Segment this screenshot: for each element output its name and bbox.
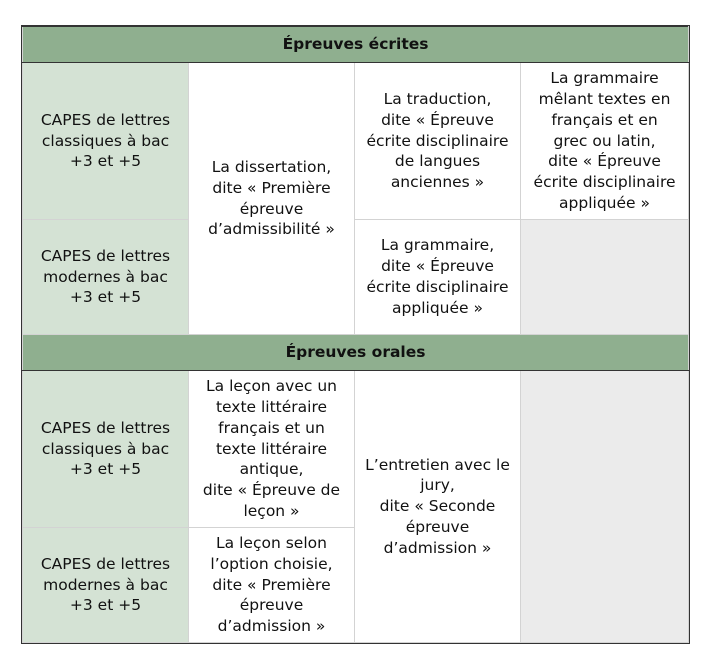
oral-lecon-classiques-cell: La leçon avec un texte littéraire français et un texte littéraire antique, dite « Épreuve de leçon » — [189, 371, 355, 528]
written-modernes-label: CAPES de lettres modernes à bac +3 et +5 — [23, 220, 189, 335]
written-classiques-label: CAPES de lettres classiques à bac +3 et +5 — [23, 63, 189, 220]
written-section-title: Épreuves écrites — [23, 27, 689, 63]
written-grammaire-modernes-cell: La grammaire, dite « Épreuve écrite disciplinaire appliquée » — [355, 220, 521, 335]
exam-table — [22, 26, 689, 643]
oral-section-title: Épreuves orales — [23, 335, 689, 371]
written-classiques-row — [23, 63, 689, 220]
oral-entretien-cell: L’entretien avec le jury, dite « Seconde épreuve d’admission » — [355, 371, 521, 643]
oral-classiques-row — [23, 371, 689, 528]
oral-lecon-modernes-cell: La leçon selon l’option choisie, dite « Première épreuve d’admission » — [189, 528, 355, 643]
oral-section-header-row — [23, 335, 689, 371]
written-grammaire-classiques-cell: La grammaire mêlant textes en français et en grec ou latin, dite « Épreuve écrite disciplinaire appliquée » — [521, 63, 689, 220]
oral-empty-cell — [521, 371, 689, 643]
written-traduction-cell: La traduction, dite « Épreuve écrite disciplinaire de langues anciennes » — [355, 63, 521, 220]
written-modernes-row — [23, 220, 689, 335]
written-dissertation-cell: La dissertation, dite « Première épreuve d’admissibilité » — [189, 63, 355, 335]
written-section-header-row — [23, 27, 689, 63]
oral-modernes-label: CAPES de lettres modernes à bac +3 et +5 — [23, 528, 189, 643]
oral-classiques-label: CAPES de lettres classiques à bac +3 et +5 — [23, 371, 189, 528]
written-empty-cell — [521, 220, 689, 335]
